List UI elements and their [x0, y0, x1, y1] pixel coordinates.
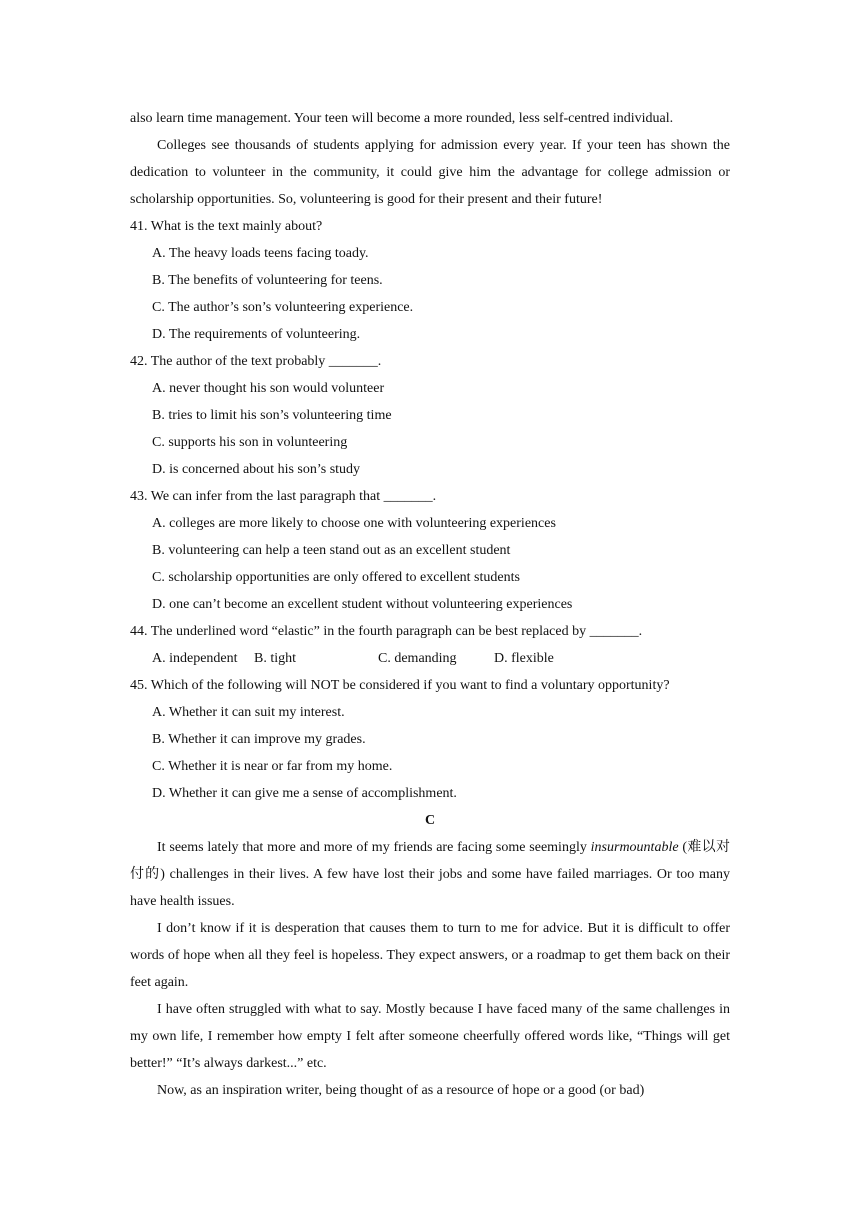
- question-45: [130, 672, 730, 807]
- text-run: (难以对付的) challenges in their lives. A few have lost their jobs and some have failed marriages. Or too many have health issues.: [130, 840, 730, 909]
- option-d: D. The requirements of volunteering.: [152, 327, 361, 342]
- option-c: C. Whether it is near or far from my home.: [152, 759, 393, 774]
- question-stem: 44. The underlined word “elastic” in the fourth paragraph can be best replaced by _______.: [130, 624, 643, 639]
- option-a: A. The heavy loads teens facing toady.: [152, 246, 369, 261]
- option-b: B. volunteering can help a teen stand out as an excellent student: [152, 543, 511, 558]
- document-page: [130, 105, 730, 1104]
- option-d: D. flexible: [494, 651, 554, 666]
- option-b: B. The benefits of volunteering for teens.: [152, 273, 383, 288]
- option-c: C. supports his son in volunteering: [152, 435, 348, 450]
- question-stem: 43. We can infer from the last paragraph that _______.: [130, 489, 437, 504]
- passage-paragraph-3: I have often struggled with what to say. Mostly because I have faced many of the same challenges in my own life, I remember how empty I felt after someone cheerfully offered words like, “Things will get better!” “It’s always darkest...” etc.: [130, 1002, 730, 1071]
- question-stem: 41. What is the text mainly about?: [130, 219, 323, 234]
- intro-line: also learn time management. Your teen will become a more rounded, less self-centred individual.: [130, 111, 674, 126]
- option-a: A. colleges are more likely to choose one with volunteering experiences: [152, 516, 556, 531]
- section-heading: C: [424, 813, 436, 828]
- intro-paragraph: Colleges see thousands of students applying for admission every year. If your teen has shown the dedication to volunteer in the community, it could give him the advantage for college admission or scholarship opportunities. So, volunteering is good for their present and their future!: [130, 138, 730, 207]
- option-c: C. scholarship opportunities are only offered to excellent students: [152, 570, 520, 585]
- option-c: C. The author’s son’s volunteering experience.: [152, 300, 414, 315]
- question-41: [130, 213, 730, 348]
- option-a: A. never thought his son would volunteer: [152, 381, 385, 396]
- option-d: D. is concerned about his son’s study: [152, 462, 361, 477]
- option-b: B. tight: [254, 651, 297, 666]
- option-b: B. Whether it can improve my grades.: [152, 732, 366, 747]
- text-run: It seems lately that more and more of my friends are facing some seemingly: [157, 840, 591, 855]
- option-d: D. Whether it can give me a sense of accomplishment.: [152, 786, 457, 801]
- option-c: C. demanding: [378, 651, 457, 666]
- question-44: [130, 618, 730, 672]
- question-stem: 42. The author of the text probably _______.: [130, 354, 382, 369]
- passage-paragraph-2: I don’t know if it is desperation that causes them to turn to me for advice. But it is difficult to offer words of hope when all they feel is hopeless. They expect answers, or a roadmap to get them back on their feet again.: [130, 921, 730, 990]
- passage-paragraph-1: [130, 834, 730, 915]
- italic-term: insurmountable: [590, 840, 679, 855]
- option-d: D. one can’t become an excellent student without volunteering experiences: [152, 597, 573, 612]
- options-row: [130, 645, 730, 672]
- question-stem: 45. Which of the following will NOT be considered if you want to find a voluntary opportunity?: [130, 678, 670, 693]
- question-43: [130, 483, 730, 618]
- question-42: [130, 348, 730, 483]
- option-b: B. tries to limit his son’s volunteering time: [152, 408, 392, 423]
- passage-paragraph-4: Now, as an inspiration writer, being thought of as a resource of hope or a good (or bad): [157, 1083, 645, 1098]
- option-a: A. Whether it can suit my interest.: [152, 705, 345, 720]
- option-a: A. independent: [152, 651, 238, 666]
